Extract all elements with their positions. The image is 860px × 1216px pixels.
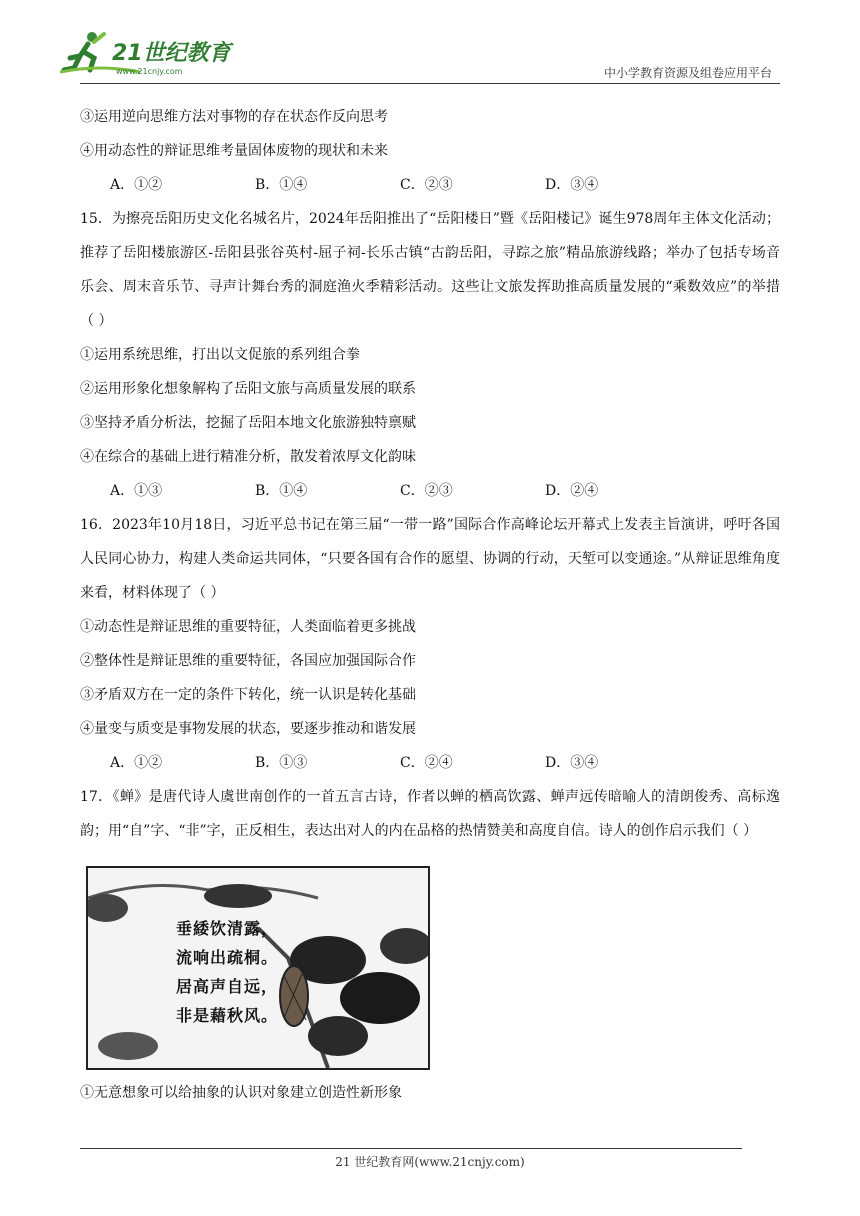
logo-url: www.21cnjy.com — [116, 67, 183, 76]
q16-stem: 16．2023年10月18日，习近平总书记在第三届“一带一路”国际合作高峰论坛开幕式上发表主旨演讲，呼吁各国人民同心协力，构建人类命运共同体，“只要各国有合作的愿望、协调的行动，天堑可以变通途。”从辩证思维角度来看，材料体现了（ ） — [80, 517, 780, 601]
poem-line-4: 非是藉秋风。 — [176, 1006, 279, 1025]
q15-option-a: A．①③ — [110, 483, 163, 499]
logo-text: 21世纪教育 — [112, 41, 231, 66]
q16-options — [80, 746, 780, 780]
footer-text[interactable]: 21 世纪教育网(www.21cnjy.com) — [335, 1155, 525, 1169]
q16-option-c: C．②④ — [400, 755, 453, 771]
q15-option-d: D．②④ — [545, 483, 599, 499]
q15-options — [80, 474, 780, 508]
q16-option-d: D．③④ — [545, 755, 599, 771]
q15-item-1: ①运用系统思维，打出以文促旅的系列组合拳 — [80, 347, 360, 363]
q15-stem: 15．为擦亮岳阳历史文化名城名片，2024年岳阳推出了“岳阳楼日”暨《岳阳楼记》诞生978周年主体文化活动；推荐了岳阳楼旅游区-岳阳县张谷英村-屈子祠-长乐古镇“古韵岳阳，寻踪之旅”精品旅游线路；举办了包括专场音乐会、周末音乐节、寻声计舞台秀的洞庭渔火季精彩活动。这些让文旅发挥助推高质量发展的“乘数效应”的举措（ ） — [80, 211, 780, 329]
q14-option-d: D．③④ — [545, 177, 599, 193]
poem-line-1: 垂緌饮清露， — [176, 919, 279, 938]
q14-option-b: B．①④ — [255, 177, 308, 193]
q14-item-4: ④用动态性的辩证思维考量固体废物的现状和未来 — [80, 143, 388, 159]
q15-option-b: B．①④ — [255, 483, 308, 499]
cicada-poem-illustration — [86, 866, 430, 1070]
q16-item-1: ①动态性是辩证思维的重要特征，人类面临着更多挑战 — [80, 619, 416, 635]
q14-options — [80, 168, 780, 202]
q16-item-4: ④量变与质变是事物发展的状态，要逐步推动和谐发展 — [80, 721, 416, 737]
q14-option-c: C．②③ — [400, 177, 453, 193]
q15-option-c: C．②③ — [400, 483, 453, 499]
q17-stem: 17．《蝉》是唐代诗人虞世南创作的一首五言古诗，作者以蝉的栖高饮露、蝉声远传暗喻人的清朗俊秀、高标逸韵；用“自”字、“非”字，正反相生，表达出对人的内在品格的热情赞美和高度自信。诗人的创作启示我们（ ） — [80, 789, 780, 839]
q16-item-2: ②整体性是辩证思维的重要特征，各国应加强国际合作 — [80, 653, 416, 669]
document-body — [80, 100, 780, 1110]
q14-item-3: ③运用逆向思维方法对事物的存在状态作反向思考 — [80, 109, 388, 125]
q15-item-2: ②运用形象化想象解构了岳阳文旅与高质量发展的联系 — [80, 381, 416, 397]
poem-line-2: 流响出疏桐。 — [176, 948, 279, 967]
runner-logo-icon — [60, 28, 240, 80]
footer-divider — [80, 1148, 742, 1149]
q17-item-1: ①无意想象可以给抽象的认识对象建立创造性新形象 — [80, 1085, 402, 1101]
q16-option-b: B．①③ — [255, 755, 308, 771]
q16-item-3: ③矛盾双方在一定的条件下转化，统一认识是转化基础 — [80, 687, 416, 703]
q16-option-a: A．①② — [110, 755, 163, 771]
header-divider — [80, 83, 780, 84]
poem-text — [176, 914, 278, 1030]
site-logo — [60, 28, 240, 80]
platform-name: 中小学教育资源及组卷应用平台 — [603, 66, 772, 80]
q15-item-4: ④在综合的基础上进行精准分析，散发着浓厚文化韵味 — [80, 449, 416, 465]
q14-option-a: A．①② — [110, 177, 163, 193]
poem-line-3: 居高声自远， — [176, 977, 279, 996]
q15-item-3: ③坚持矛盾分析法，挖掘了岳阳本地文化旅游独特禀赋 — [80, 415, 416, 431]
